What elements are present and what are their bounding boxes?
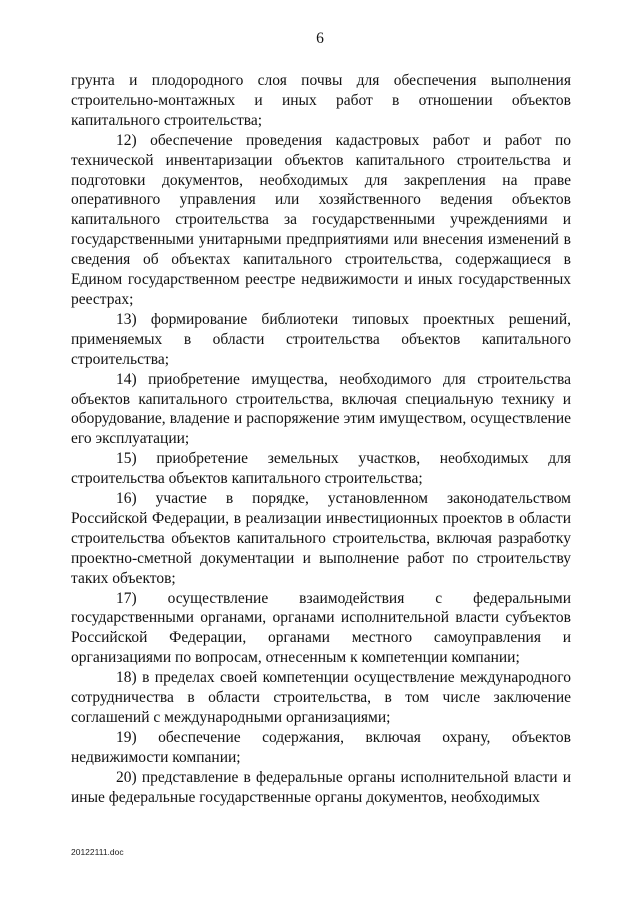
- paragraph-continuation: грунта и плодородного слоя почвы для обеспечения выполнения строительно-монтажных и иных работ в отношении объектов капитального строительства;: [71, 72, 571, 129]
- paragraph-item-19: 19) обеспечение содержания, включая охрану, объектов недвижимости компании;: [71, 728, 571, 766]
- paragraph-item-14: 14) приобретение имущества, необходимого для строительства объектов капитального строительства, включая специальную технику и оборудование, владение и распоряжение этим имуществом, осуществление его эксплуатации;: [71, 370, 571, 448]
- paragraph-item-16: 16) участие в порядке, установленном законодательством Российской Федерации, в реализации инвестиционных проектов в области строительства объектов капитального строительства, включая разработку проектно-сметной документации и выполнение работ по строительству таких объектов;: [71, 490, 571, 587]
- paragraph-item-20: 20) представление в федеральные органы исполнительной власти и иные федеральные государственные органы документов, необходимых: [71, 768, 571, 806]
- paragraph-item-17: 17) осуществление взаимодействия с федеральными государственными органами, органами исполнительной власти субъектов Российской Федерации, органами местного самоуправления и организациями по вопросам, отнесенным к компетенции компании;: [71, 589, 571, 667]
- paragraph-item-18: 18) в пределах своей компетенции осуществление международного сотрудничества в области строительства, в том числе заключение соглашений с международными организациями;: [71, 669, 571, 726]
- paragraph-item-15: 15) приобретение земельных участков, необходимых для строительства объектов капитального строительства;: [71, 450, 571, 488]
- page-number: 6: [316, 30, 324, 47]
- paragraph-item-13: 13) формирование библиотеки типовых проектных решений, применяемых в области строительства объектов капитального строительства;: [71, 310, 571, 368]
- document-body: [71, 71, 571, 808]
- footer-filename: 20122111.doc: [71, 847, 124, 857]
- paragraph-item-12: 12) обеспечение проведения кадастровых работ и работ по технической инвентаризации объектов капитального строительства и подготовки документов, необходимых для закрепления на праве оперативного управления или хозяйственного ведения объектов капитального строительства за государственными учреждениями и государственными унитарными предприятиями или внесения изменений в сведения об объектах капитального строительства, содержащиеся в Едином государственном реестре недвижимости и иных государственных реестрах;: [71, 131, 571, 308]
